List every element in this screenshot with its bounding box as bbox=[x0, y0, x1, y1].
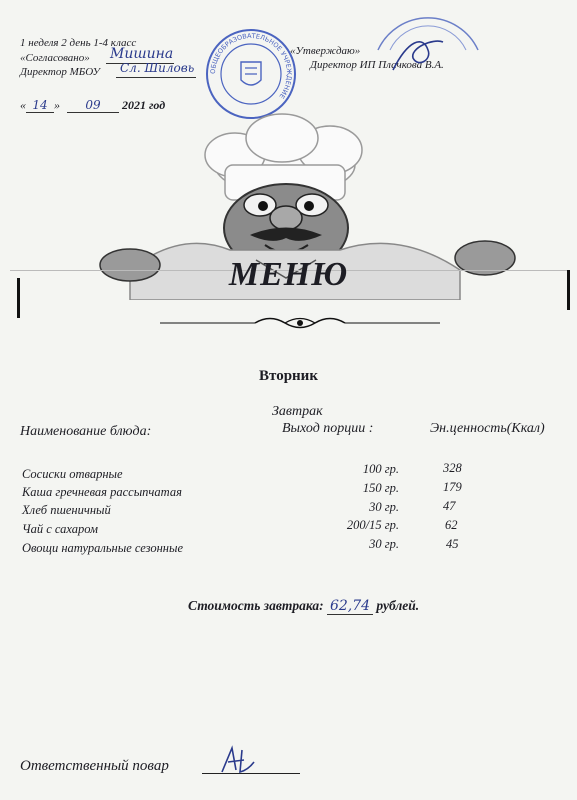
menu-item-portion: 30 гр. bbox=[369, 537, 399, 551]
menu-item-energy: 62 bbox=[445, 518, 458, 532]
school-stamp-text: ОБЩЕОБРАЗОВАТЕЛЬНОЕ УЧРЕЖДЕНИЕ bbox=[208, 31, 294, 101]
responsible-cook-signature bbox=[218, 742, 258, 776]
week-day-class-line: 1 неделя 2 день 1-4 класс bbox=[20, 37, 137, 49]
director-left-signature-line bbox=[116, 77, 196, 78]
responsible-cook-label: Ответственный повар bbox=[20, 758, 169, 774]
approved-label: «Утверждаю» bbox=[290, 45, 361, 57]
date-month: 09 bbox=[85, 98, 101, 112]
menu-item-name: Овощи натуральные сезонные bbox=[22, 541, 184, 555]
menu-item-portion: 150 гр. bbox=[362, 481, 399, 495]
menu-item-portion: 200/15 гр. bbox=[346, 518, 399, 532]
director-left-label: Директор МБОУ bbox=[20, 66, 100, 78]
breakfast-cost-label: Стоимость завтрака: bbox=[188, 598, 324, 613]
column-header-energy: Эн.ценность(Ккал) bbox=[430, 421, 545, 436]
menu-item-name: Каша гречневая рассыпчатая bbox=[22, 485, 182, 499]
breakfast-cost-line bbox=[188, 598, 419, 615]
menu-item-name: Сосиски отварные bbox=[22, 467, 123, 481]
meal-heading: Завтрак bbox=[272, 404, 323, 419]
breakfast-cost-unit: рублей. bbox=[376, 598, 420, 613]
ornament-divider bbox=[160, 312, 440, 334]
page-title: МЕНЮ bbox=[228, 256, 349, 293]
approval-stamp bbox=[368, 2, 488, 52]
director-left-handwritten: Сл. Шиловь bbox=[120, 61, 195, 75]
menu-item-energy: 328 bbox=[443, 461, 462, 475]
menu-item-energy: 45 bbox=[446, 537, 459, 551]
menu-item-energy: 179 bbox=[443, 480, 462, 494]
menu-item-name: Хлеб пшеничный bbox=[22, 503, 111, 517]
date-open-quote: « bbox=[20, 98, 26, 112]
menu-item-energy: 47 bbox=[443, 499, 456, 513]
date-year: 2021 год bbox=[122, 98, 166, 112]
director-right-label: Директор ИП Плачкова В.А. bbox=[310, 59, 444, 71]
menu-item-portion: 30 гр. bbox=[369, 500, 399, 514]
date-close-quote: » bbox=[54, 98, 60, 112]
column-header-portion: Выход порции : bbox=[282, 421, 374, 436]
column-header-name: Наименование блюда: bbox=[20, 424, 152, 439]
menu-item-name: Чай с сахаром bbox=[22, 522, 99, 536]
date-day: 14 bbox=[32, 98, 48, 112]
breakfast-cost-value: 62,74 bbox=[329, 598, 371, 614]
menu-item-portion: 100 гр. bbox=[362, 462, 399, 476]
agreed-label: «Согласовано» bbox=[20, 52, 90, 64]
agreed-signature: Мишина bbox=[110, 46, 174, 62]
school-stamp bbox=[205, 28, 297, 120]
day-heading: Вторник bbox=[259, 368, 318, 384]
